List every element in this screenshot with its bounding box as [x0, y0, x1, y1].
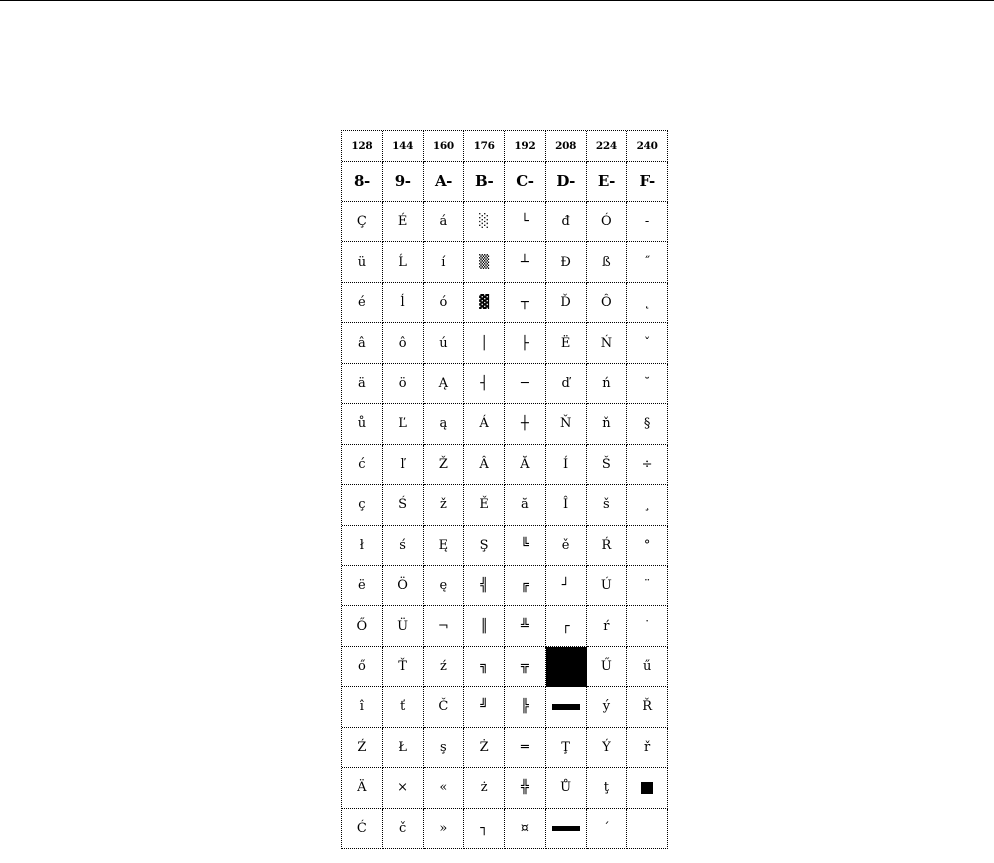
glyph-cell: Ó [587, 202, 628, 242]
glyph-cell: ö [383, 364, 424, 404]
glyph-cell: ţ [587, 768, 628, 808]
glyph-cell: ╗ [464, 647, 505, 687]
glyph-cell: ┤ [464, 364, 505, 404]
glyph-cell: ź [424, 647, 465, 687]
glyph-cell: Ŕ [587, 526, 628, 566]
column-hex-header: E- [587, 162, 628, 202]
glyph-cell: ő [342, 647, 383, 687]
glyph-cell: š [587, 485, 628, 525]
glyph-cell: Đ [546, 242, 587, 282]
glyph-cell: Í [546, 445, 587, 485]
glyph-cell: Ż [464, 728, 505, 768]
glyph-cell: ý [587, 687, 628, 727]
glyph-cell: ˛ [627, 283, 668, 323]
glyph-cell: Ş [464, 526, 505, 566]
glyph-cell: │ [464, 323, 505, 363]
glyph-cell: Ť [383, 647, 424, 687]
glyph-cell: ř [627, 728, 668, 768]
column-hex-header: 8- [342, 162, 383, 202]
glyph-cell: î [342, 687, 383, 727]
glyph-cell: Ň [546, 404, 587, 444]
glyph-cell: Ď [546, 283, 587, 323]
glyph-cell: ¤ [505, 809, 546, 849]
glyph-cell: ŕ [587, 606, 628, 646]
glyph-cell: ť [383, 687, 424, 727]
glyph-cell: ń [587, 364, 628, 404]
glyph-cell: ô [383, 323, 424, 363]
glyph-cell: ▒ [464, 242, 505, 282]
glyph-cell: Ç [342, 202, 383, 242]
glyph-cell: ˙ [627, 606, 668, 646]
column-hex-header: B- [464, 162, 505, 202]
glyph-cell: č [383, 809, 424, 849]
glyph-cell: ľ [383, 445, 424, 485]
glyph-cell: Ł [383, 728, 424, 768]
glyph-cell: ─ [505, 364, 546, 404]
glyph-cell: ę [424, 566, 465, 606]
glyph-cell: ú [424, 323, 465, 363]
glyph-cell: Ž [424, 445, 465, 485]
glyph-cell: Ë [546, 323, 587, 363]
glyph-cell: ě [546, 526, 587, 566]
glyph-cell: ┌ [546, 606, 587, 646]
glyph-cell: ╩ [505, 606, 546, 646]
glyph-cell: Č [424, 687, 465, 727]
glyph-cell: ° [627, 526, 668, 566]
glyph-cell: ą [424, 404, 465, 444]
column-decimal-header: 128 [342, 131, 383, 162]
glyph-cell: ş [424, 728, 465, 768]
glyph-cell: § [627, 404, 668, 444]
glyph-cell: Ä [342, 768, 383, 808]
glyph-cell: ¸ [627, 485, 668, 525]
column-decimal-header: 176 [464, 131, 505, 162]
glyph-cell: Ý [587, 728, 628, 768]
glyph-cell: ó [424, 283, 465, 323]
glyph-cell: ż [464, 768, 505, 808]
glyph-cell: ä [342, 364, 383, 404]
glyph-cell: Ö [383, 566, 424, 606]
glyph-cell: Ů [546, 768, 587, 808]
glyph-cell: ╚ [505, 526, 546, 566]
glyph-cell: ď [546, 364, 587, 404]
glyph-cell: ┬ [505, 283, 546, 323]
column-hex-header: C- [505, 162, 546, 202]
glyph-cell: ├ [505, 323, 546, 363]
column-decimal-header: 240 [627, 131, 668, 162]
glyph-cell: Ő [342, 606, 383, 646]
glyph-cell: ┐ [464, 809, 505, 849]
glyph-cell: ň [587, 404, 628, 444]
glyph-cell: Ń [587, 323, 628, 363]
glyph-cell: ç [342, 485, 383, 525]
glyph-cell: Ĺ [383, 242, 424, 282]
glyph-cell: « [424, 768, 465, 808]
glyph-cell: ž [424, 485, 465, 525]
glyph-cell: ┼ [505, 404, 546, 444]
glyph-cell: Î [546, 485, 587, 525]
glyph-cell: ë [342, 566, 383, 606]
glyph-cell-block [546, 687, 587, 727]
glyph-cell: ˘ [627, 364, 668, 404]
glyph-cell: á [424, 202, 465, 242]
glyph-cell: ░ [464, 202, 505, 242]
glyph-cell: ´ [587, 809, 628, 849]
glyph-cell: ˝ [627, 242, 668, 282]
glyph-cell: ł [342, 526, 383, 566]
column-decimal-header: 160 [424, 131, 465, 162]
glyph-cell: ů [342, 404, 383, 444]
glyph-cell [627, 809, 668, 849]
glyph-cell: Ą [424, 364, 465, 404]
column-hex-header: D- [546, 162, 587, 202]
glyph-cell: Š [587, 445, 628, 485]
glyph-cell: Â [464, 445, 505, 485]
glyph-cell: é [342, 283, 383, 323]
column-hex-header: 9- [383, 162, 424, 202]
glyph-cell: ┴ [505, 242, 546, 282]
glyph-cell: ║ [464, 606, 505, 646]
glyph-cell-block [627, 768, 668, 808]
glyph-cell: Á [464, 404, 505, 444]
glyph-cell: Ú [587, 566, 628, 606]
glyph-cell: ś [383, 526, 424, 566]
glyph-cell: É [383, 202, 424, 242]
glyph-cell: ┘ [546, 566, 587, 606]
glyph-cell: ╠ [505, 687, 546, 727]
column-decimal-header: 208 [546, 131, 587, 162]
glyph-cell: Ś [383, 485, 424, 525]
glyph-cell: Ü [383, 606, 424, 646]
glyph-cell: ă [505, 485, 546, 525]
glyph-cell: Ź [342, 728, 383, 768]
glyph-cell: Ę [424, 526, 465, 566]
glyph-cell: ╝ [464, 687, 505, 727]
glyph-cell: └ [505, 202, 546, 242]
glyph-cell: » [424, 809, 465, 849]
glyph-cell: ╦ [505, 647, 546, 687]
glyph-cell: ű [627, 647, 668, 687]
glyph-cell: Ć [342, 809, 383, 849]
glyph-cell: ╬ [505, 768, 546, 808]
glyph-cell: Ř [627, 687, 668, 727]
column-hex-header: A- [424, 162, 465, 202]
glyph-cell: â [342, 323, 383, 363]
column-hex-header: F- [627, 162, 668, 202]
glyph-cell: Ă [505, 445, 546, 485]
glyph-cell: Ű [587, 647, 628, 687]
column-decimal-header: 192 [505, 131, 546, 162]
glyph-cell: ß [587, 242, 628, 282]
glyph-cell: ˇ [627, 323, 668, 363]
glyph-cell: Ľ [383, 404, 424, 444]
glyph-cell-block [546, 809, 587, 849]
glyph-cell: Ě [464, 485, 505, 525]
glyph-cell: ¬ [424, 606, 465, 646]
glyph-cell: ÷ [627, 445, 668, 485]
glyph-cell: í [424, 242, 465, 282]
column-decimal-header: 224 [587, 131, 628, 162]
code-page-table [341, 130, 668, 849]
glyph-cell: ĺ [383, 283, 424, 323]
glyph-cell: ü [342, 242, 383, 282]
glyph-cell: ▓ [464, 283, 505, 323]
glyph-cell: ć [342, 445, 383, 485]
glyph-cell: đ [546, 202, 587, 242]
glyph-cell: ═ [505, 728, 546, 768]
glyph-cell: ¨ [627, 566, 668, 606]
glyph-cell: ╣ [464, 566, 505, 606]
glyph-cell: ╔ [505, 566, 546, 606]
column-decimal-header: 144 [383, 131, 424, 162]
glyph-cell-block [546, 647, 587, 687]
glyph-cell: Ţ [546, 728, 587, 768]
glyph-cell: × [383, 768, 424, 808]
glyph-cell: Ô [587, 283, 628, 323]
top-rule [0, 0, 994, 1]
glyph-cell: - [627, 202, 668, 242]
